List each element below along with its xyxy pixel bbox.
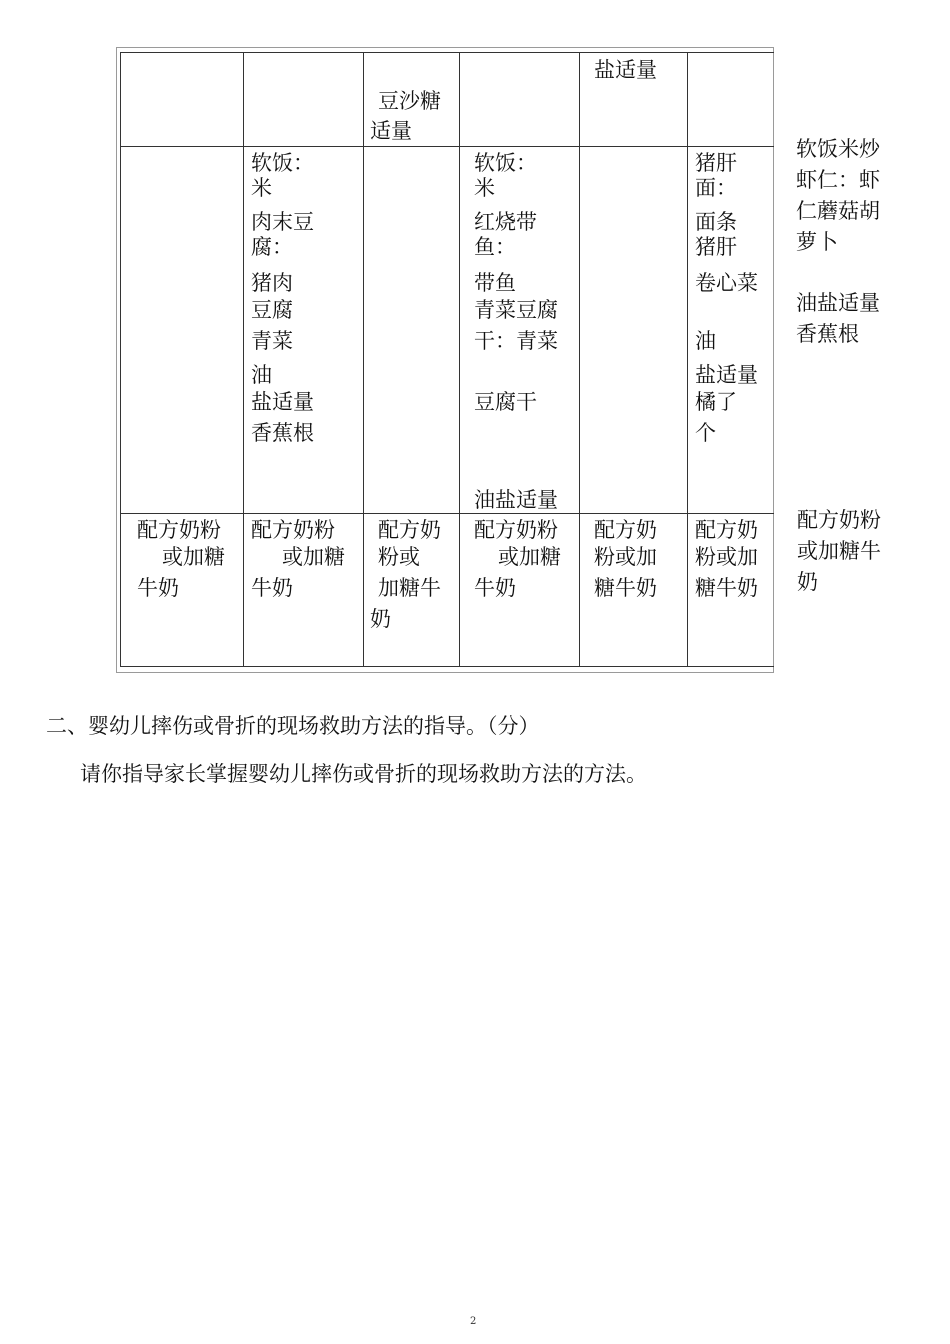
cell-line: 或加糖 bbox=[162, 545, 225, 569]
side-note-line: 萝卜 bbox=[796, 230, 838, 254]
cell-line: 猪肝 bbox=[695, 235, 737, 259]
table-cell bbox=[688, 53, 774, 147]
table-cell bbox=[121, 53, 244, 147]
cell-line: 米 bbox=[474, 176, 495, 200]
table-cell bbox=[244, 53, 364, 147]
page-number: 2 bbox=[470, 1316, 477, 1327]
cell-line: 盐适量 bbox=[594, 58, 657, 82]
table-cell bbox=[460, 147, 580, 514]
side-note-dinner bbox=[796, 134, 880, 258]
side-note-line: 奶 bbox=[797, 570, 818, 594]
table-cell bbox=[580, 147, 688, 514]
cell-line: 鱼： bbox=[474, 235, 516, 259]
cell-line: 油 bbox=[695, 329, 716, 353]
cell-line: 盐适量 bbox=[695, 363, 758, 387]
cell-line: 糖牛奶 bbox=[594, 576, 657, 600]
table-cell bbox=[364, 147, 460, 514]
cell-line: 加糖牛 bbox=[378, 576, 441, 600]
cell-line: 配方奶粉 bbox=[251, 518, 335, 542]
table-cell bbox=[244, 147, 364, 514]
cell-line: 豆腐干 bbox=[474, 390, 537, 414]
table-cell bbox=[580, 53, 688, 147]
cell-line: 肉末豆 bbox=[251, 210, 314, 234]
cell-line: 腐： bbox=[251, 235, 293, 259]
cell-line: 牛奶 bbox=[251, 576, 293, 600]
side-note-line: 油盐适量 bbox=[796, 291, 880, 315]
cell-line: 面条 bbox=[695, 210, 737, 234]
section-body: 请你指导家长掌握婴幼儿摔伤或骨折的现场救助方法的方法。 bbox=[80, 762, 647, 786]
table-cell bbox=[364, 53, 460, 147]
table-cell bbox=[121, 514, 244, 667]
cell-line: 或加糖 bbox=[498, 545, 561, 569]
cell-line: 盐适量 bbox=[251, 390, 314, 414]
cell-line: 奶 bbox=[370, 607, 391, 631]
cell-line: 粉或加 bbox=[695, 545, 758, 569]
cell-line: 配方奶粉 bbox=[474, 518, 558, 542]
cell-line: 软饭： bbox=[474, 151, 537, 175]
cell-line: 个 bbox=[695, 421, 716, 445]
cell-line: 粉或 bbox=[378, 545, 420, 569]
cell-line: 配方奶 bbox=[594, 518, 657, 542]
cell-line: 豆腐 bbox=[251, 298, 293, 322]
table-cell bbox=[688, 514, 774, 667]
cell-line: 牛奶 bbox=[474, 576, 516, 600]
side-note-line: 或加糖牛 bbox=[797, 539, 881, 563]
cell-line: 红烧带 bbox=[474, 210, 537, 234]
table-cell bbox=[364, 514, 460, 667]
table-cell bbox=[580, 514, 688, 667]
cell-line: 青菜 bbox=[251, 329, 293, 353]
table-row bbox=[121, 147, 774, 514]
table-cell bbox=[244, 514, 364, 667]
cell-line: 带鱼 bbox=[474, 271, 516, 295]
table-row bbox=[121, 514, 774, 667]
side-note-line: 配方奶粉 bbox=[797, 508, 881, 532]
cell-line: 粉或加 bbox=[594, 545, 657, 569]
cell-line: 牛奶 bbox=[137, 576, 179, 600]
side-note-line: 香蕉根 bbox=[796, 322, 859, 346]
cell-line: 橘了 bbox=[695, 390, 737, 414]
cell-line: 配方奶 bbox=[378, 518, 441, 542]
table-cell bbox=[688, 147, 774, 514]
side-note-line: 虾仁：虾 bbox=[796, 168, 880, 192]
table-cell bbox=[460, 514, 580, 667]
cell-line: 面： bbox=[695, 176, 737, 200]
cell-line: 青菜豆腐 bbox=[474, 298, 558, 322]
cell-line: 适量 bbox=[370, 119, 412, 143]
section-title: 二、婴幼儿摔伤或骨折的现场救助方法的指导。（分） bbox=[46, 714, 540, 738]
side-note-extra bbox=[796, 288, 880, 350]
cell-line: 油盐适量 bbox=[474, 488, 558, 512]
cell-line: 配方奶 bbox=[695, 518, 758, 542]
cell-line: 干：青菜 bbox=[474, 329, 558, 353]
cell-line: 配方奶粉 bbox=[137, 518, 221, 542]
cell-line: 米 bbox=[251, 176, 272, 200]
cell-line: 香蕉根 bbox=[251, 421, 314, 445]
cell-line: 油 bbox=[251, 363, 272, 387]
cell-line: 卷心菜 bbox=[695, 271, 758, 295]
cell-line: 猪肉 bbox=[251, 271, 293, 295]
side-note-line: 仁蘑菇胡 bbox=[796, 199, 880, 223]
menu-table bbox=[120, 52, 774, 667]
table-cell bbox=[121, 147, 244, 514]
cell-line: 软饭： bbox=[251, 151, 314, 175]
cell-line: 豆沙糖 bbox=[378, 89, 441, 113]
cell-line: 或加糖 bbox=[282, 545, 345, 569]
cell-line: 糖牛奶 bbox=[695, 576, 758, 600]
table-row bbox=[121, 53, 774, 147]
side-note-milk bbox=[797, 505, 881, 598]
table-cell bbox=[460, 53, 580, 147]
side-note-line: 软饭米炒 bbox=[796, 137, 880, 161]
cell-line: 猪肝 bbox=[695, 151, 737, 175]
